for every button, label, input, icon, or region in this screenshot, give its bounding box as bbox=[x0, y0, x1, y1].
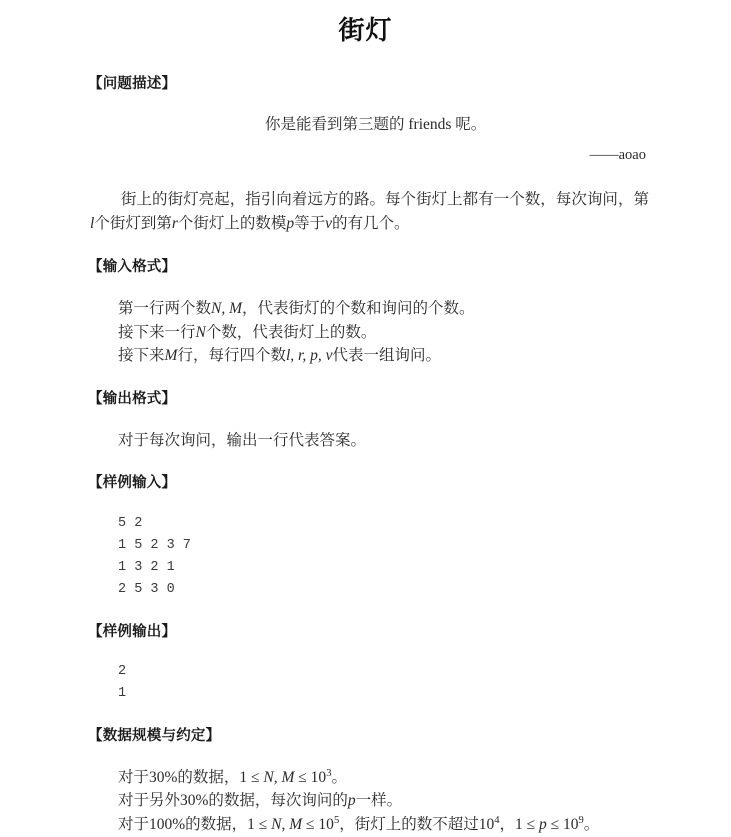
section-heading-input-format: 【输入格式】 bbox=[88, 259, 177, 276]
description-paragraph bbox=[0, 188, 731, 236]
variable-l: l bbox=[90, 215, 95, 233]
input-line3-vars: M bbox=[164, 347, 178, 365]
constraints-line3-exponent-1: 5 bbox=[333, 814, 340, 826]
constraints-line2-var: p bbox=[347, 792, 356, 810]
input-line1-pre: 第一行两个数 bbox=[118, 300, 212, 318]
input-line3-mid: 行，每行四个数 bbox=[177, 347, 286, 365]
epigraph-attribution: ——aoao bbox=[589, 146, 646, 163]
input-line2-pre: 接下来一行 bbox=[118, 323, 196, 341]
constraints-line3-vars: N, M bbox=[271, 816, 303, 834]
section-heading-description: 【问题描述】 bbox=[88, 75, 177, 92]
sample-input-line: 1 3 2 1 bbox=[118, 559, 175, 575]
constraints-line1-post: 。 bbox=[331, 768, 347, 786]
constraints-line3-mid4: ≤ 10 bbox=[546, 816, 579, 834]
input-format-line-1 bbox=[0, 297, 731, 321]
constraints-line3-var-p: p bbox=[539, 816, 547, 834]
output-format-line-1: 对于每次询问，输出一行代表答案。 bbox=[118, 431, 367, 449]
constraints-line3-mid2: ，街灯上的数不超过10 bbox=[339, 816, 495, 834]
variable-r: r bbox=[171, 215, 178, 233]
description-text-part2: 个街灯到第 bbox=[94, 215, 172, 233]
constraints-line2-pre: 对于另外30%的数据，每次询问的 bbox=[118, 792, 348, 810]
input-line3-vars2: l, r, p, v bbox=[285, 347, 333, 365]
epigraph-text: 你是能看到第三题的 friends 呢。 bbox=[265, 116, 487, 134]
constraints-line3-mid: ≤ 10 bbox=[302, 816, 334, 834]
sample-input-line: 2 5 3 0 bbox=[118, 581, 175, 597]
sample-output-line: 2 bbox=[118, 664, 127, 680]
constraints-line3-post: 。 bbox=[583, 816, 600, 834]
sample-input-line: 1 5 2 3 7 bbox=[118, 537, 191, 553]
constraints-line2-post: 一样。 bbox=[355, 792, 403, 810]
page-title: 街灯 bbox=[338, 15, 393, 45]
constraints-line1-vars: N, M bbox=[263, 768, 295, 786]
input-line3-post: 代表一组询问。 bbox=[332, 347, 441, 365]
variable-p: p bbox=[286, 215, 295, 233]
constraints-line1-mid: ≤ 10 bbox=[294, 768, 327, 786]
input-format-line-2 bbox=[0, 321, 731, 345]
constraints-line1-exponent: 3 bbox=[326, 767, 332, 779]
constraints-line-2 bbox=[0, 789, 731, 813]
section-heading-sample-input: 【样例输入】 bbox=[88, 475, 177, 492]
input-line2-post: 个数，代表街灯上的数。 bbox=[205, 323, 377, 341]
input-line1-vars: N, M bbox=[211, 300, 243, 318]
description-text-part5: 的有几个。 bbox=[332, 215, 410, 233]
description-text-part1: 街上的街灯亮起，指引向着远方的路。每个街灯上都有一个数，每次询问，第 bbox=[121, 191, 649, 209]
input-line1-post: ，代表街灯的个数和询问的个数。 bbox=[242, 300, 475, 318]
constraints-line3-exponent-3: 9 bbox=[578, 814, 584, 826]
section-heading-output-format: 【输出格式】 bbox=[88, 390, 177, 407]
description-text-part3: 个街灯上的数模 bbox=[177, 215, 287, 233]
constraints-line3-mid3: ，1 ≤ bbox=[499, 816, 539, 834]
constraints-line-1 bbox=[0, 766, 731, 790]
constraints-line3-pre: 对于100%的数据，1 ≤ bbox=[118, 816, 272, 834]
section-heading-constraints: 【数据规模与约定】 bbox=[88, 728, 221, 745]
variable-v: v bbox=[325, 215, 333, 233]
constraints-line-3 bbox=[0, 813, 731, 837]
sample-output-line: 1 bbox=[118, 686, 127, 702]
input-line2-vars: N bbox=[195, 323, 206, 341]
description-text-part4: 等于 bbox=[294, 215, 326, 233]
constraints-line3-exponent-2: 4 bbox=[494, 814, 500, 826]
sample-input-line: 5 2 bbox=[118, 516, 143, 532]
input-line3-pre: 接下来 bbox=[118, 347, 165, 365]
input-format-line-3 bbox=[0, 344, 731, 368]
section-heading-sample-output: 【样例输出】 bbox=[88, 623, 177, 640]
constraints-line1-pre: 对于30%的数据，1 ≤ bbox=[118, 768, 264, 786]
